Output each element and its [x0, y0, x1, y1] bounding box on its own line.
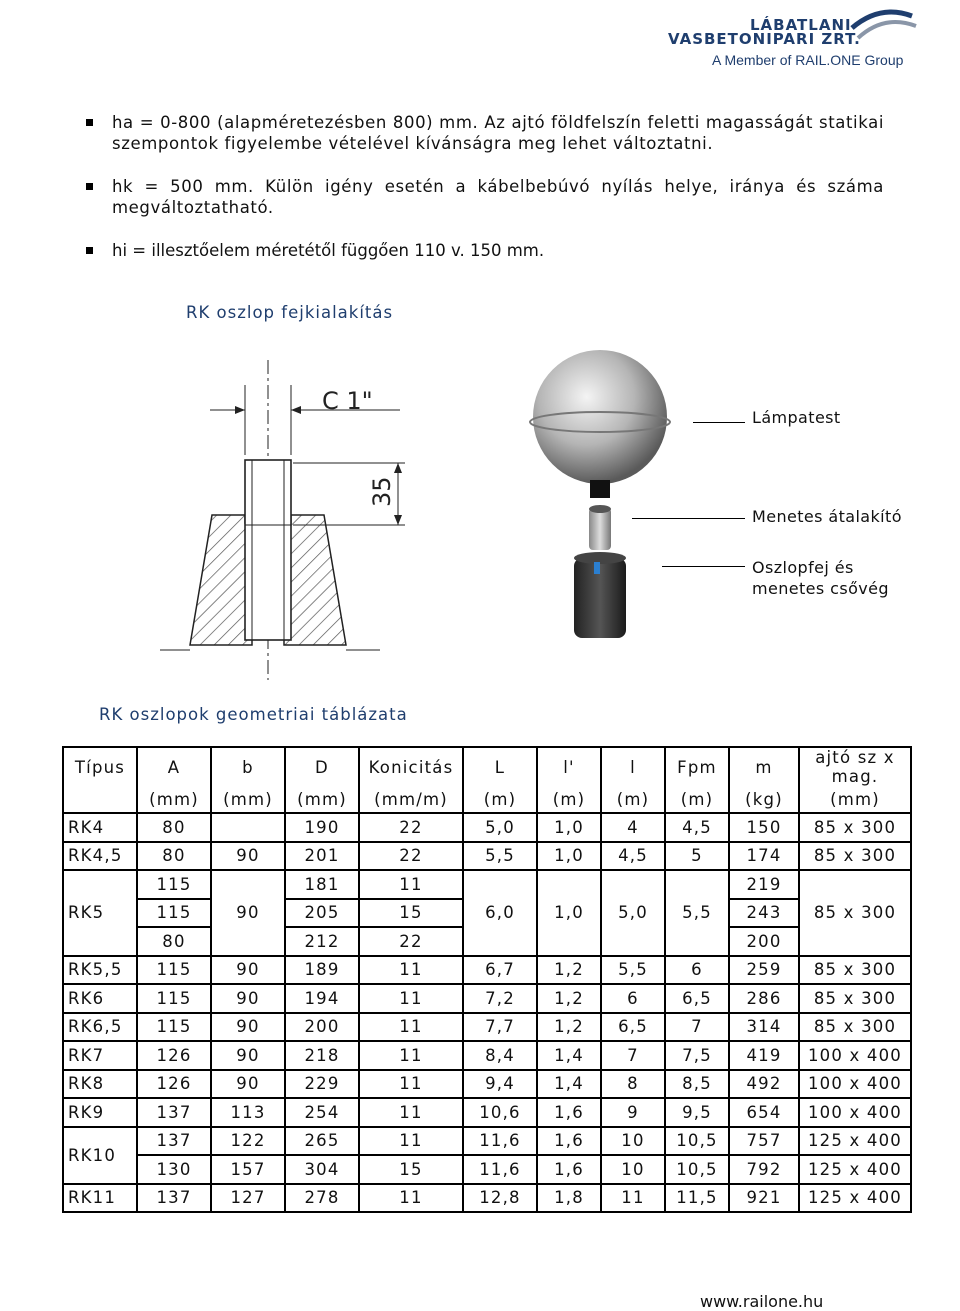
header-cell: ajtó sz x mag. — [799, 747, 911, 786]
table-cell: 5,5 — [601, 956, 665, 985]
table-cell: 157 — [211, 1155, 285, 1184]
table-cell: 150 — [729, 813, 799, 842]
unit-cell: (mm) — [211, 786, 285, 813]
unit-cell: (kg) — [729, 786, 799, 813]
callout-leader-line — [662, 566, 745, 567]
table-cell: 1,0 — [537, 842, 601, 871]
bullet-item — [84, 112, 884, 154]
table-cell: RK6,5 — [63, 1013, 137, 1042]
table-cell: 5 — [665, 842, 729, 871]
table-cell: 125 x 400 — [799, 1155, 911, 1184]
table-cell: 15 — [359, 1155, 463, 1184]
table-cell: 1,4 — [537, 1041, 601, 1070]
footer-url[interactable]: www.railone.hu — [700, 1292, 824, 1311]
table-title: RK oszlopok geometriai táblázata — [99, 705, 408, 724]
table-cell: 200 — [729, 927, 799, 956]
table-cell: 137 — [137, 1098, 211, 1127]
company-logo — [660, 0, 920, 75]
dimension-c-label: C 1" — [322, 387, 373, 415]
table-cell: 126 — [137, 1041, 211, 1070]
table-cell: 314 — [729, 1013, 799, 1042]
table-cell: 115 — [137, 899, 211, 928]
table-cell: 90 — [211, 956, 285, 985]
callout-leader-line — [693, 422, 745, 423]
table-cell: 10 — [601, 1127, 665, 1156]
bullet-item — [84, 240, 884, 261]
table-cell: 11 — [359, 1127, 463, 1156]
table-cell: 125 x 400 — [799, 1127, 911, 1156]
table-cell: 7,5 — [665, 1041, 729, 1070]
header-cell: Típus — [63, 747, 137, 786]
table-cell: 11,6 — [463, 1127, 537, 1156]
table-cell: 11 — [359, 984, 463, 1013]
table-cell: 85 x 300 — [799, 842, 911, 871]
header-cell: Fpm — [665, 747, 729, 786]
bullet-text: hi = illesztőelem méretétől függően 110 v. 150 mm. — [112, 241, 545, 260]
table-row — [63, 1127, 911, 1156]
table-cell: RK5,5 — [63, 956, 137, 985]
table-cell: 115 — [137, 1013, 211, 1042]
table-cell: 90 — [211, 1070, 285, 1099]
table-cell: 10,5 — [665, 1155, 729, 1184]
table-cell: 1,6 — [537, 1155, 601, 1184]
table-cell: 1,2 — [537, 956, 601, 985]
header-cell: D — [285, 747, 359, 786]
unit-cell — [63, 786, 137, 813]
header-row — [63, 747, 911, 786]
table-cell: 5,0 — [601, 870, 665, 956]
table-cell: 200 — [285, 1013, 359, 1042]
table-cell: 80 — [137, 927, 211, 956]
table-cell: 22 — [359, 813, 463, 842]
table-cell: 1,6 — [537, 1098, 601, 1127]
table-cell: 11 — [359, 1098, 463, 1127]
table-cell: 22 — [359, 927, 463, 956]
table-row — [63, 956, 911, 985]
unit-cell: (mm) — [799, 786, 911, 813]
table-cell: 90 — [211, 842, 285, 871]
table-row — [63, 842, 911, 871]
table-cell: 419 — [729, 1041, 799, 1070]
table-cell: RK4,5 — [63, 842, 137, 871]
table-cell: 90 — [211, 1013, 285, 1042]
table-cell: 11 — [601, 1184, 665, 1213]
table-row — [63, 984, 911, 1013]
unit-cell: (mm) — [137, 786, 211, 813]
bullet-item — [84, 176, 884, 218]
table-cell: 190 — [285, 813, 359, 842]
table-cell: 286 — [729, 984, 799, 1013]
table-row — [63, 1098, 911, 1127]
table-cell: RK7 — [63, 1041, 137, 1070]
callout-oszlopfej-line1: Oszlopfej és — [752, 558, 854, 577]
table-cell: 5,5 — [665, 870, 729, 956]
table-cell: 15 — [359, 899, 463, 928]
table-cell: 80 — [137, 842, 211, 871]
callout-leader-line — [632, 518, 745, 519]
table-cell: 10,5 — [665, 1127, 729, 1156]
unit-cell: (mm) — [285, 786, 359, 813]
table-cell: 115 — [137, 870, 211, 899]
table-row — [63, 870, 911, 899]
table-cell: RK9 — [63, 1098, 137, 1127]
table-cell: 4 — [601, 813, 665, 842]
table-cell: 130 — [137, 1155, 211, 1184]
table-cell: 921 — [729, 1184, 799, 1213]
table-cell: 10 — [601, 1155, 665, 1184]
table-cell: 1,4 — [537, 1070, 601, 1099]
table-cell: 122 — [211, 1127, 285, 1156]
square-bullet-icon — [86, 119, 93, 126]
callout-menetes-atalakito: Menetes átalakító — [752, 507, 902, 526]
dimension-35-label: 35 — [368, 476, 396, 507]
column-head-drawing — [150, 355, 410, 685]
table-cell: 100 x 400 — [799, 1070, 911, 1099]
unit-cell: (m) — [537, 786, 601, 813]
table-row — [63, 1070, 911, 1099]
table-cell: 11 — [359, 1013, 463, 1042]
table-row — [63, 1013, 911, 1042]
table-cell: 6,7 — [463, 956, 537, 985]
table-cell: 85 x 300 — [799, 813, 911, 842]
table-cell: 243 — [729, 899, 799, 928]
table-cell: 194 — [285, 984, 359, 1013]
table-cell: 254 — [285, 1098, 359, 1127]
table-cell: 1,2 — [537, 984, 601, 1013]
table-cell: 11,5 — [665, 1184, 729, 1213]
logo-text-member: A Member of RAIL.ONE Group — [712, 52, 904, 68]
table-cell: 654 — [729, 1098, 799, 1127]
table-cell: RK6 — [63, 984, 137, 1013]
table-cell: 229 — [285, 1070, 359, 1099]
table-cell: 1,0 — [537, 813, 601, 842]
callout-oszlopfej — [752, 557, 889, 599]
table-cell: 259 — [729, 956, 799, 985]
header-cell: m — [729, 747, 799, 786]
table-cell: 6,5 — [601, 1013, 665, 1042]
table-cell: 11 — [359, 956, 463, 985]
table-cell: 90 — [211, 1041, 285, 1070]
table-cell: 265 — [285, 1127, 359, 1156]
unit-cell: (mm/m) — [359, 786, 463, 813]
table-cell: RK11 — [63, 1184, 137, 1213]
bullet-list — [84, 112, 884, 283]
table-cell: 11 — [359, 1184, 463, 1213]
table-cell: 304 — [285, 1155, 359, 1184]
table-cell: 8,4 — [463, 1041, 537, 1070]
table-cell: 11 — [359, 1070, 463, 1099]
table-cell: 6 — [601, 984, 665, 1013]
table-cell: 11,6 — [463, 1155, 537, 1184]
header-cell: l — [601, 747, 665, 786]
bullet-text: hk = 500 mm. Külön igény esetén a kábelbebúvó nyílás helye, iránya és száma megváltoztatható. — [112, 177, 884, 217]
table-cell: 80 — [137, 813, 211, 842]
table-cell: 1,2 — [537, 1013, 601, 1042]
table-cell: 205 — [285, 899, 359, 928]
logo-text-company: VASBETONIPARI ZRT. — [668, 30, 861, 48]
table-cell: 22 — [359, 842, 463, 871]
table-cell: 85 x 300 — [799, 956, 911, 985]
table-cell: 115 — [137, 984, 211, 1013]
table-cell: 757 — [729, 1127, 799, 1156]
table-cell: 4,5 — [601, 842, 665, 871]
table-cell: 219 — [729, 870, 799, 899]
table-cell: 9 — [601, 1098, 665, 1127]
unit-cell: (m) — [463, 786, 537, 813]
table-cell: 8 — [601, 1070, 665, 1099]
table-row — [63, 1155, 911, 1184]
table-cell: 100 x 400 — [799, 1098, 911, 1127]
table-cell: RK8 — [63, 1070, 137, 1099]
table-cell: 8,5 — [665, 1070, 729, 1099]
table-cell: 218 — [285, 1041, 359, 1070]
logo-text-labatlani: LÁBATLANI — [750, 16, 852, 34]
table-row — [63, 813, 911, 842]
table-cell: 7 — [601, 1041, 665, 1070]
callout-lampatest: Lámpatest — [752, 408, 841, 427]
table-row — [63, 1184, 911, 1213]
callout-oszlopfej-line2: menetes csővég — [752, 579, 889, 598]
table-row — [63, 1041, 911, 1070]
header-cell: L — [463, 747, 537, 786]
table-cell: 7,7 — [463, 1013, 537, 1042]
table-cell: 7 — [665, 1013, 729, 1042]
table-cell: 100 x 400 — [799, 1041, 911, 1070]
table-cell: 85 x 300 — [799, 984, 911, 1013]
unit-cell: (m) — [665, 786, 729, 813]
table-cell: 1,8 — [537, 1184, 601, 1213]
header-cell: b — [211, 747, 285, 786]
table-cell: 125 x 400 — [799, 1184, 911, 1213]
table-cell: 127 — [211, 1184, 285, 1213]
unit-cell: (m) — [601, 786, 665, 813]
table-cell: 115 — [137, 956, 211, 985]
lamp-assembly-illustration — [525, 340, 675, 660]
table-cell: 6,0 — [463, 870, 537, 956]
table-cell: 85 x 300 — [799, 870, 911, 956]
table-cell: 278 — [285, 1184, 359, 1213]
table-cell: 9,4 — [463, 1070, 537, 1099]
table-cell: 7,2 — [463, 984, 537, 1013]
table-cell: 4,5 — [665, 813, 729, 842]
table-cell: 90 — [211, 984, 285, 1013]
table-cell: 201 — [285, 842, 359, 871]
table-cell: 1,0 — [537, 870, 601, 956]
table-cell: 90 — [211, 870, 285, 956]
table-cell: RK4 — [63, 813, 137, 842]
table-cell: 792 — [729, 1155, 799, 1184]
table-cell: 10,6 — [463, 1098, 537, 1127]
table-cell: 12,8 — [463, 1184, 537, 1213]
header-cell: Konicitás — [359, 747, 463, 786]
units-row — [63, 786, 911, 813]
table-cell: 189 — [285, 956, 359, 985]
bullet-text: ha = 0-800 (alapméretezésben 800) mm. Az ajtó földfelszín feletti magasságát statikai szempontok figyelembe vételével kívánságra meg lehet változtatni. — [112, 113, 884, 153]
table-cell: 137 — [137, 1127, 211, 1156]
table-cell: RK5 — [63, 870, 137, 956]
table-cell: 181 — [285, 870, 359, 899]
table-cell: 1,6 — [537, 1127, 601, 1156]
table-cell: 6 — [665, 956, 729, 985]
table-cell: RK10 — [63, 1127, 137, 1184]
table-cell: 11 — [359, 1041, 463, 1070]
table-cell: 85 x 300 — [799, 1013, 911, 1042]
table-cell — [211, 813, 285, 842]
header-cell: A — [137, 747, 211, 786]
table-cell: 5,5 — [463, 842, 537, 871]
table-cell: 174 — [729, 842, 799, 871]
header-cell: l' — [537, 747, 601, 786]
figure-title: RK oszlop fejkialakítás — [186, 303, 394, 322]
square-bullet-icon — [86, 247, 93, 254]
table-cell: 126 — [137, 1070, 211, 1099]
table-cell: 11 — [359, 870, 463, 899]
square-bullet-icon — [86, 183, 93, 190]
table-cell: 492 — [729, 1070, 799, 1099]
geometry-table — [62, 746, 912, 1213]
table-cell: 137 — [137, 1184, 211, 1213]
table-cell: 5,0 — [463, 813, 537, 842]
table-cell: 113 — [211, 1098, 285, 1127]
table-cell: 9,5 — [665, 1098, 729, 1127]
table-cell: 6,5 — [665, 984, 729, 1013]
table-cell: 212 — [285, 927, 359, 956]
